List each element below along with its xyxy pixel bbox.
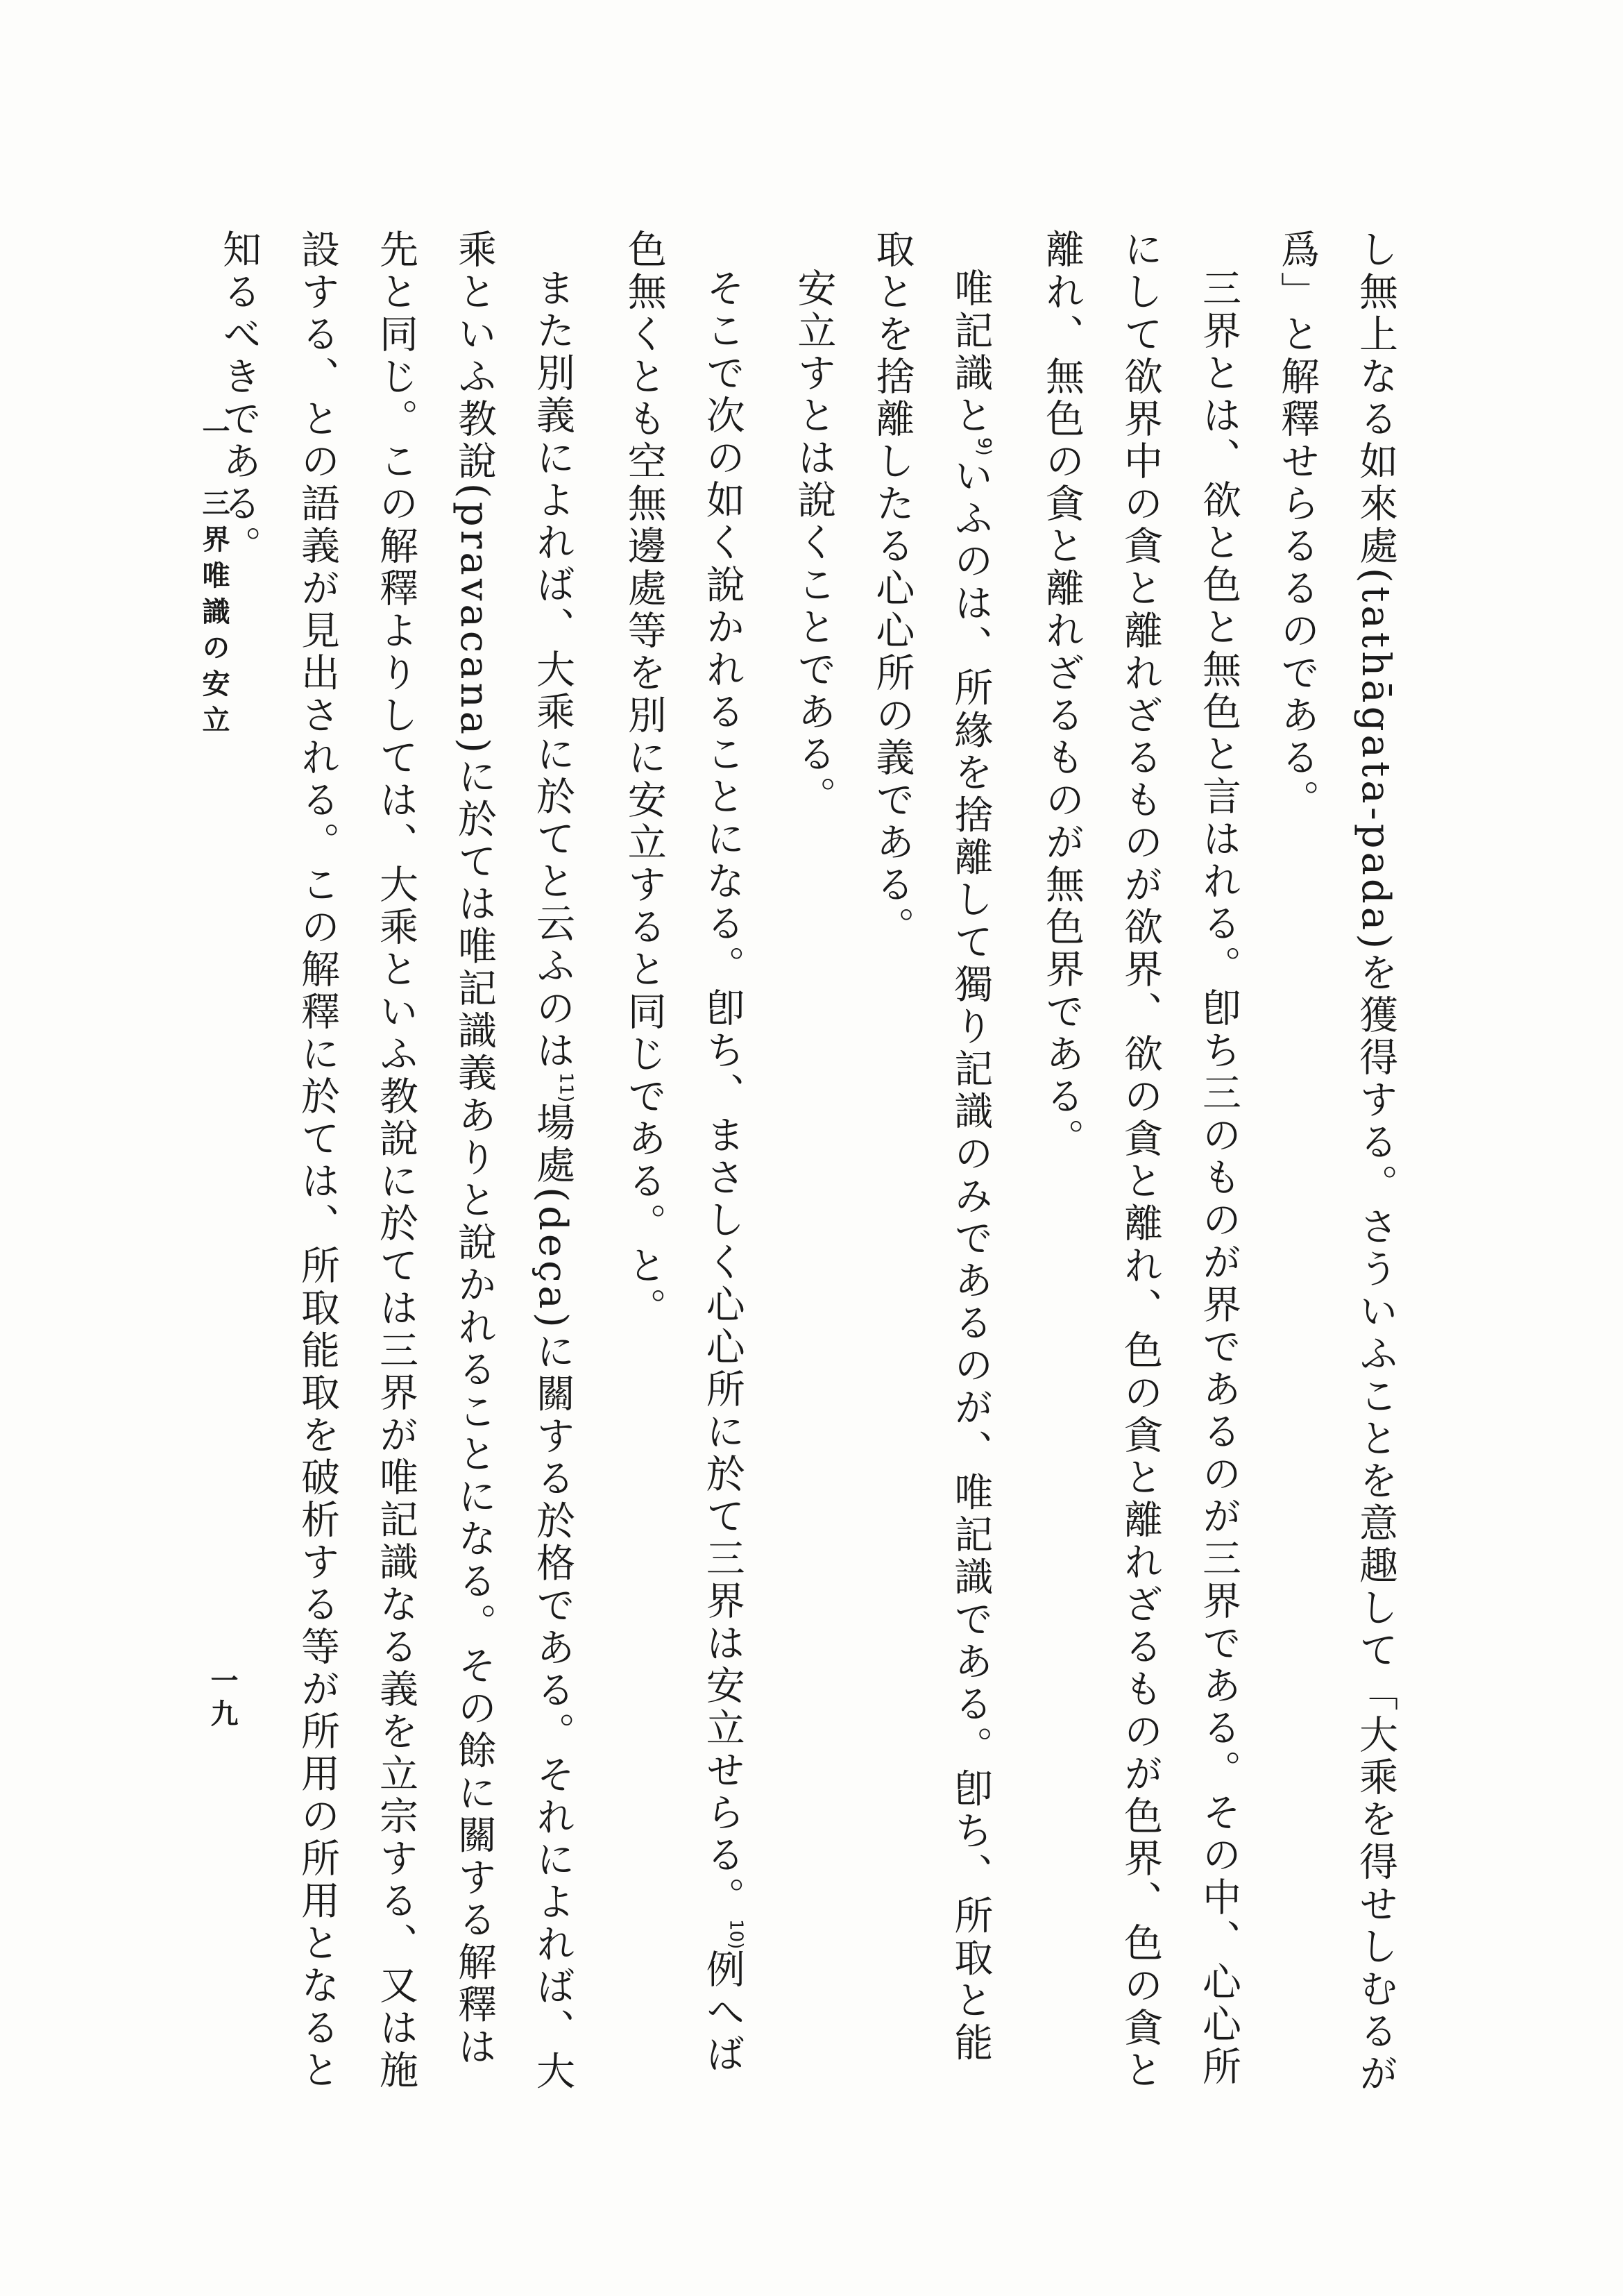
paragraph-2: 三界とは、欲と色と無色と言はれる。卽ち三のものが界であるのが三界である。その中、心心所にして欲界中の貪と離れざるものが欲界、欲の貪と離れ、色の貪と離れざるものが色界、色の貪と離れ、無色の貪と離れざるものが無色界である。 [1039,229,1241,2092]
page-number: 一九 [206,1666,238,1732]
paragraph-3 [853,229,1023,2103]
paragraph-3-rest: いふのは、所緣を捨離して獨り記識のみであるのが、唯記識である。卽ち、所取と能取とを捨離したる心心所の義である。 [869,229,994,2065]
paragraph-5 [605,229,775,2103]
paragraph-5-lead: そこで次の如く說かれることになる。卽ち、まさしく心心所に於て三界は安立せらる。 [699,268,745,1919]
paragraph-1: し無上なる如來處(tathāgata-pada)を獲得する。さういふことを意趣して「大乘を得せしむるが爲」と解釋せらるるのである。 [1275,229,1398,2096]
running-head: 一 三界唯識の安立 [198,416,230,741]
paragraph-6-rest: 場處(deça)に關する於格である。それによれば、大乘といふ教說(pravacana)に於ては唯記識義ありと說かれることになる。その餘に關する解釋は先と同じ。この解釋よりしては、大乘といふ教說に於ては三界が唯記識なる義を立宗する、又は施設する、との語義が見出される。この解釋に於ては、所取能取を破析する等が所用の所用となると知るべきである。 [216,229,576,2093]
paragraph-3-lead: 唯記識と [948,268,994,437]
paragraph-4: 安立すとは說くことである。 [791,268,837,818]
footnote-marker-9: 9) [974,437,994,456]
footnote-marker-11: 11) [555,1072,577,1103]
body-text [180,229,1415,2103]
footnote-marker-10: 10) [725,1919,747,1950]
paragraph-6 [200,229,605,2103]
paragraph-5-rest: 例へば色無くとも空無邊處等を別に安立すると同じである。と。 [621,229,745,2077]
paragraph-6-lead: また別義によれば、大乘に於てと云ふのは [530,268,576,1072]
